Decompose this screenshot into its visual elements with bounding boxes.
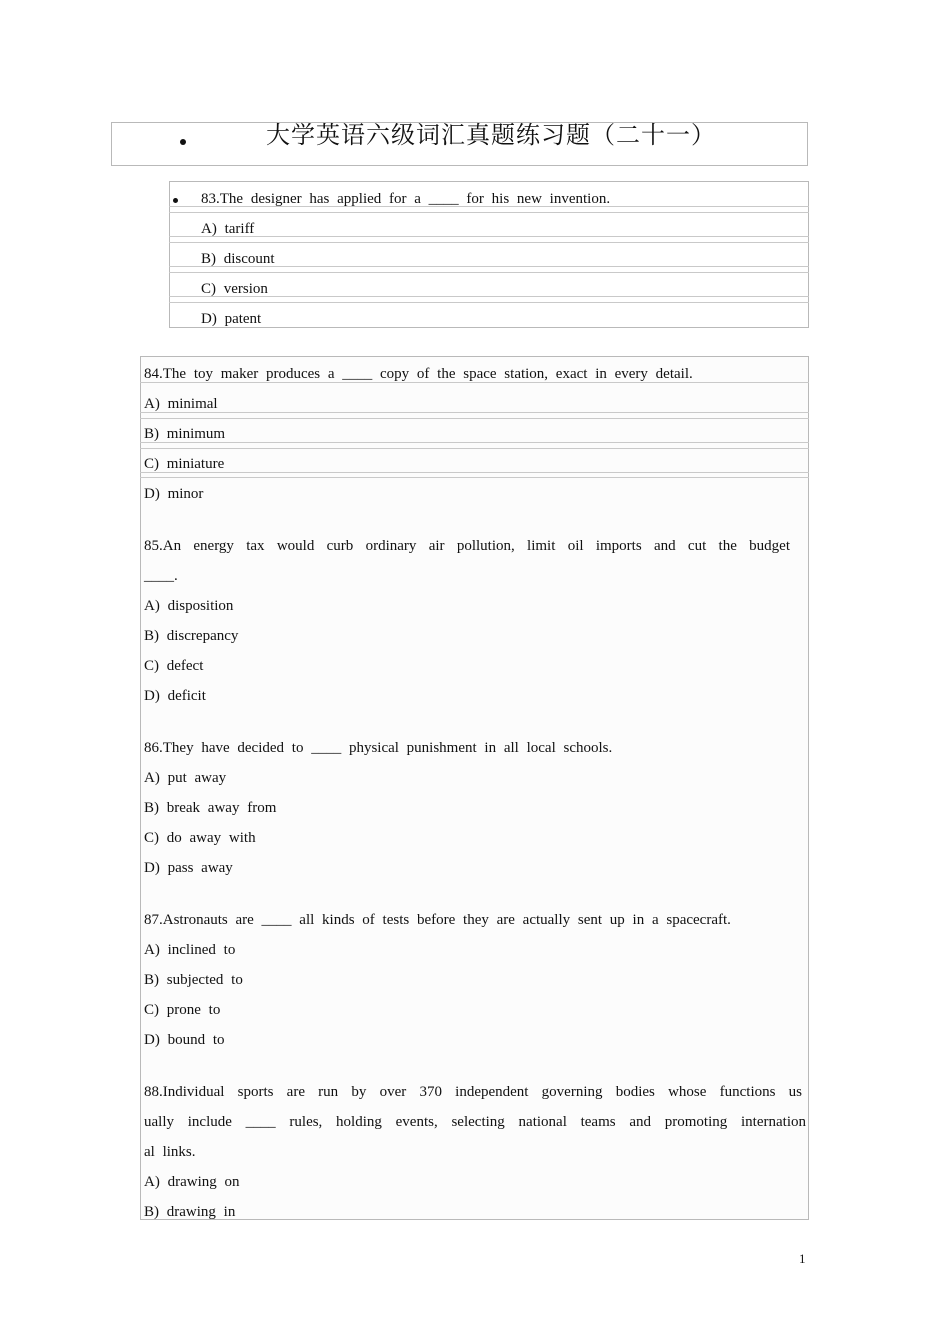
- question-85-option-c: C) defect: [144, 658, 204, 674]
- question-83-stem: 83.The designer has applied for a ____ for his new invention.: [201, 191, 611, 207]
- question-87-stem: 87.Astronauts are ____ all kinds of tests before they are actually sent up in a spacecraft.: [144, 912, 731, 928]
- divider: [140, 442, 809, 443]
- divider: [140, 477, 809, 478]
- question-88-stem-line-3: al links.: [144, 1144, 196, 1160]
- divider: [169, 242, 809, 243]
- divider: [140, 412, 809, 413]
- question-87-option-c: C) prone to: [144, 1002, 221, 1018]
- divider: [140, 418, 809, 419]
- question-84-option-d: D) minor: [144, 486, 204, 502]
- question-85-stem-line-2: ____.: [144, 568, 178, 584]
- question-86-option-b: B) break away from: [144, 800, 277, 816]
- question-83-option-a: A) tariff: [201, 221, 255, 237]
- page-title: 大学英语六级词汇真题练习题（二十一）: [266, 121, 716, 149]
- bullet-icon: [180, 139, 186, 145]
- bullet-icon: [173, 198, 178, 203]
- question-86-stem: 86.They have decided to ____ physical punishment in all local schools.: [144, 740, 613, 756]
- question-86-option-d: D) pass away: [144, 860, 233, 876]
- question-84-stem: 84.The toy maker produces a ____ copy of the space station, exact in every detail.: [144, 366, 693, 382]
- question-83-option-c: C) version: [201, 281, 268, 297]
- question-88-option-b: B) drawing in: [144, 1204, 236, 1220]
- question-88-option-a: A) drawing on: [144, 1174, 240, 1190]
- divider: [169, 272, 809, 273]
- question-88-stem-line-1: 88.Individual sports are run by over 370 independent governing bodies whose functions us: [144, 1084, 802, 1100]
- question-84-option-c: C) miniature: [144, 456, 225, 472]
- question-88-stem-line-2: ually include ____ rules, holding events, selecting national teams and promoting internation: [144, 1114, 806, 1130]
- divider: [169, 236, 809, 237]
- divider: [140, 448, 809, 449]
- question-85-option-b: B) discrepancy: [144, 628, 239, 644]
- divider: [169, 302, 809, 303]
- question-83-option-b: B) discount: [201, 251, 275, 267]
- question-86-option-a: A) put away: [144, 770, 227, 786]
- question-83-option-d: D) patent: [201, 311, 262, 327]
- question-86-option-c: C) do away with: [144, 830, 256, 846]
- question-84-option-a: A) minimal: [144, 396, 218, 412]
- divider: [169, 212, 809, 213]
- page-number: 1: [799, 1251, 806, 1266]
- question-87-option-a: A) inclined to: [144, 942, 236, 958]
- question-84-option-b: B) minimum: [144, 426, 226, 442]
- question-85-option-d: D) deficit: [144, 688, 206, 704]
- question-85-option-a: A) disposition: [144, 598, 234, 614]
- divider: [140, 472, 809, 473]
- question-85-stem-line-1: 85.An energy tax would curb ordinary air pollution, limit oil imports and cut the budget: [144, 538, 790, 554]
- question-87-option-d: D) bound to: [144, 1032, 225, 1048]
- question-87-option-b: B) subjected to: [144, 972, 243, 988]
